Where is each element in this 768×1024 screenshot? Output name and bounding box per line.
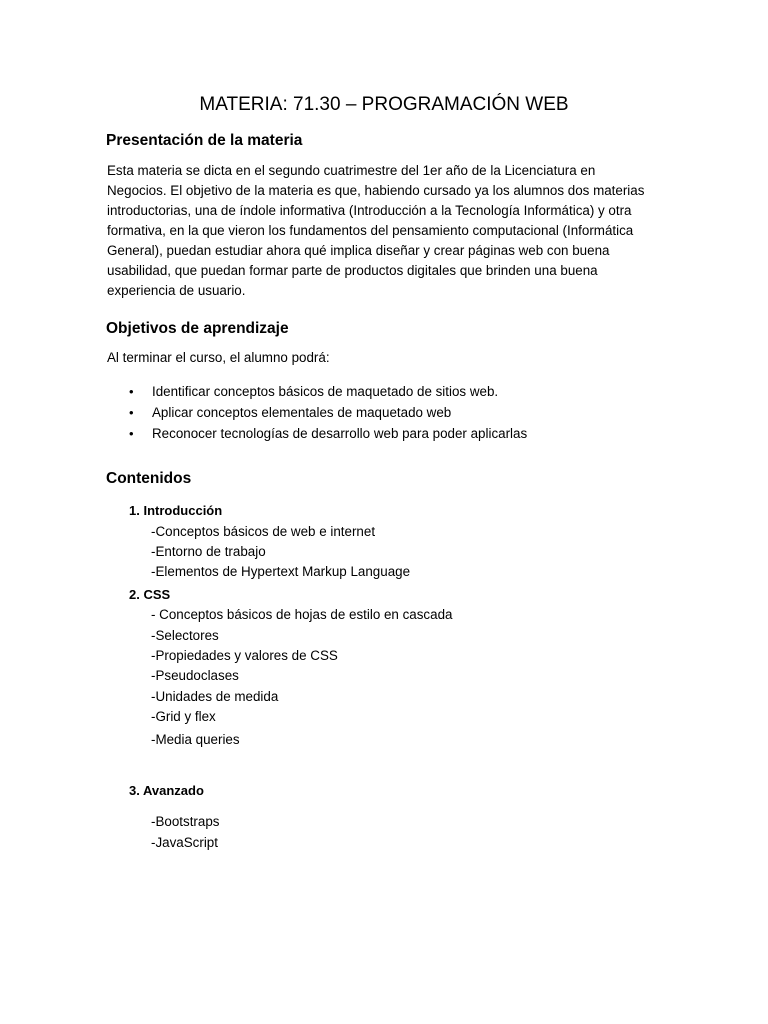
- contenidos-subitem: -Elementos de Hypertext Markup Language: [151, 564, 411, 579]
- bullet-icon: •: [129, 426, 134, 441]
- section-heading-objetivos: Objetivos de aprendizaje: [106, 320, 289, 337]
- paragraph-line: formativa, en la que vieron los fundamentos del pensamiento computacional (Informática: [107, 223, 634, 238]
- paragraph-line: General), puedan estudiar ahora qué implica diseñar y crear páginas web con buena: [107, 243, 610, 258]
- presentacion-paragraph: [107, 161, 667, 301]
- paragraph-line: Esta materia se dicta en el segundo cuatrimestre del 1er año de la Licenciatura en: [107, 163, 596, 178]
- contenidos-subitem: -Grid y flex: [151, 709, 216, 724]
- bullet-icon: •: [129, 405, 134, 420]
- paragraph-line: experiencia de usuario.: [107, 283, 246, 298]
- contenidos-section-title: [129, 783, 204, 798]
- contenidos-subitem: -Bootstraps: [151, 814, 220, 829]
- contenidos-subitem: -Pseudoclases: [151, 668, 239, 683]
- paragraph-line: introductorias, una de índole informativa (Introducción a la Tecnología Informática) y otra: [107, 203, 632, 218]
- section-heading-contenidos: Contenidos: [106, 470, 192, 487]
- paragraph-line: Negocios. El objetivo de la materia es que, habiendo cursado ya los alumnos dos materias: [107, 183, 645, 198]
- contenidos-section-title: [129, 587, 170, 602]
- section-title: Avanzado: [142, 783, 204, 798]
- contenidos-subitem: -Selectores: [151, 628, 219, 643]
- bullet-label: Identificar conceptos básicos de maquetado de sitios web.: [152, 384, 499, 399]
- bullet-label: Aplicar conceptos elementales de maquetado web: [152, 405, 452, 420]
- paragraph-line: usabilidad, que puedan formar parte de productos digitales que brinden una buena: [107, 263, 598, 278]
- section-title: Introducción: [143, 503, 223, 518]
- objetivos-intro: Al terminar el curso, el alumno podrá:: [107, 350, 330, 365]
- section-number: 2.: [129, 587, 140, 602]
- contenidos-subitem: -Media queries: [151, 732, 240, 747]
- contenidos-subitem: -Conceptos básicos de web e internet: [151, 524, 376, 539]
- contenidos-subitem: -Propiedades y valores de CSS: [151, 648, 338, 663]
- contenidos-subitem: -Entorno de trabajo: [151, 544, 266, 559]
- contenidos-subitem: - Conceptos básicos de hojas de estilo en cascada: [151, 607, 453, 622]
- section-title: CSS: [143, 587, 171, 602]
- contenidos-subitem: -JavaScript: [151, 835, 218, 850]
- section-number: 3.: [129, 783, 140, 798]
- contenidos-section-title: [129, 503, 222, 518]
- section-number: 1.: [129, 503, 140, 518]
- section-heading-presentacion: Presentación de la materia: [106, 132, 303, 149]
- bullet-label: Reconocer tecnologías de desarrollo web para poder aplicarlas: [152, 426, 528, 441]
- page-title: MATERIA: 71.30 – PROGRAMACIÓN WEB: [199, 94, 569, 115]
- contenidos-subitem: -Unidades de medida: [151, 689, 279, 704]
- bullet-icon: •: [129, 384, 134, 399]
